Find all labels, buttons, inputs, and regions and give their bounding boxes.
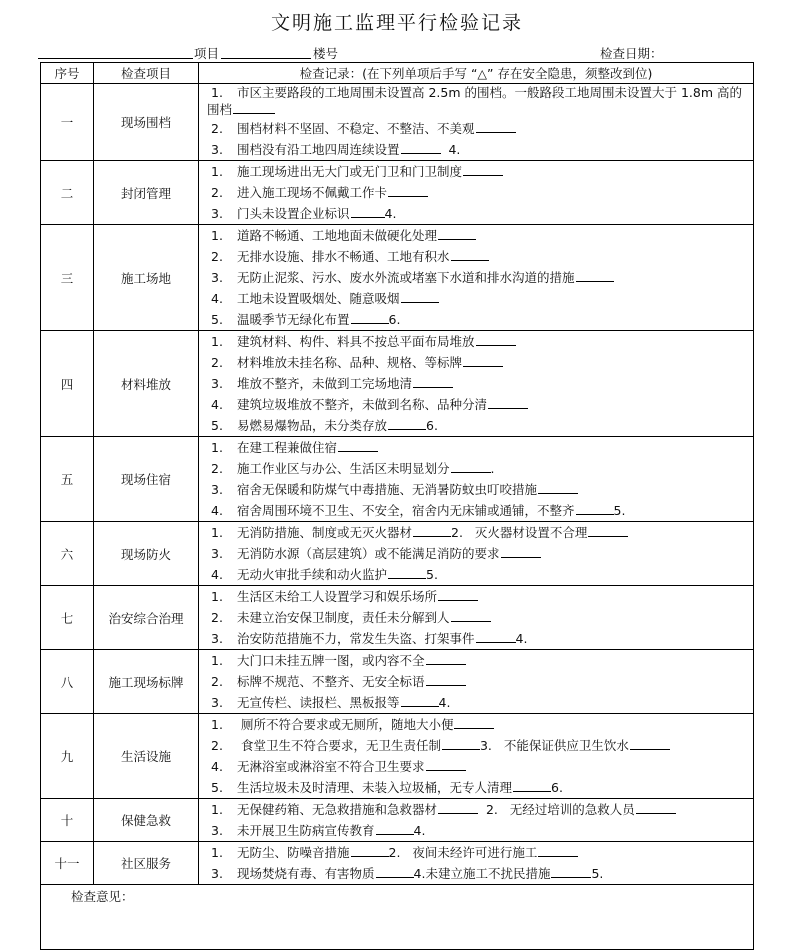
mark-blank[interactable] xyxy=(233,101,275,114)
checklist-text: 宿舍无保暖和防煤气中毒措施、无消暑防蚊虫叮咬措施 xyxy=(237,482,538,497)
checklist-next-item: 2. 无经过培训的急救人员 xyxy=(478,802,635,817)
section-checklist xyxy=(199,714,754,799)
checklist-text: 厕所不符合要求或无厕所，随地大小便 xyxy=(237,717,454,732)
mark-blank[interactable] xyxy=(438,801,478,814)
section-checklist xyxy=(199,331,754,437)
checklist-number: 1. xyxy=(211,653,223,668)
checklist-text: 围档材料不坚固、不稳定、不整洁、不美观 xyxy=(237,121,475,136)
checklist-line xyxy=(207,352,753,373)
checklist-number: 1. xyxy=(211,440,223,455)
checklist-text: 材料堆放未挂名称、品种、规格、等标牌 xyxy=(237,355,463,370)
checklist-number: 3. xyxy=(211,695,223,710)
mark-blank[interactable] xyxy=(576,502,614,515)
section-item-name: 保健急救 xyxy=(94,799,199,842)
checklist-text: 生活区未给工人设置学习和娱乐场所 xyxy=(237,589,438,604)
mark-blank[interactable] xyxy=(463,163,503,176)
section-checklist xyxy=(199,522,754,586)
mark-blank[interactable] xyxy=(388,184,428,197)
checklist-number: 3. xyxy=(211,376,223,391)
page-title: 文明施工监理平行检验记录 xyxy=(270,12,523,34)
mark-blank[interactable] xyxy=(388,417,426,430)
checklist-text: 无保健药箱、无急救措施和急救器材 xyxy=(237,802,438,817)
checklist-next-item: 4. xyxy=(384,206,397,221)
column-header-no: 序号 xyxy=(41,63,94,84)
mark-blank[interactable] xyxy=(538,844,578,857)
checklist-text: 易燃易爆物品，未分类存放 xyxy=(237,418,388,433)
section-number: 十一 xyxy=(41,842,94,885)
section-checklist xyxy=(199,842,754,885)
table-header-row xyxy=(41,63,754,84)
section-row xyxy=(41,437,754,522)
mark-blank[interactable] xyxy=(476,333,516,346)
checklist-number: 1. xyxy=(211,717,223,732)
section-item-name: 施工现场标牌 xyxy=(94,650,199,714)
mark-blank[interactable] xyxy=(476,120,516,133)
checklist-number: 4. xyxy=(211,397,223,412)
mark-blank[interactable] xyxy=(413,375,453,388)
mark-blank[interactable] xyxy=(376,865,414,878)
checklist-line xyxy=(207,415,753,436)
checklist-line xyxy=(207,650,753,671)
mark-blank[interactable] xyxy=(426,673,466,686)
checklist-number: 1. xyxy=(211,525,223,540)
section-number: 一 xyxy=(41,84,94,161)
checklist-line xyxy=(207,842,753,863)
checklist-line xyxy=(207,820,753,841)
checklist-line xyxy=(207,267,753,288)
checklist-next-item: 4.未建立施工不扰民措施 xyxy=(413,866,551,881)
checklist-line xyxy=(207,437,753,458)
checklist-line xyxy=(207,288,753,309)
section-number: 三 xyxy=(41,225,94,331)
section-number: 九 xyxy=(41,714,94,799)
checklist-number: 1. xyxy=(211,589,223,604)
checklist-number: 2. xyxy=(211,610,223,625)
checklist-line xyxy=(207,735,753,756)
column-header-item: 检查项目 xyxy=(94,63,199,84)
checklist-number: 2. xyxy=(211,121,223,136)
checklist-line xyxy=(207,607,753,628)
checklist-next-item: 2. 夜间未经许可进行施工 xyxy=(388,845,538,860)
checklist-text: 施工作业区与办公、生活区未明显划分 xyxy=(237,461,450,476)
checklist-text: 进入施工现场不佩戴工作卡 xyxy=(237,185,388,200)
checklist-line xyxy=(207,161,753,182)
checklist-line xyxy=(207,522,753,543)
checklist-next-item: 5. xyxy=(426,567,438,582)
checklist-text: 建筑材料、构件、料具不按总平面布局堆放 xyxy=(237,334,475,349)
checklist-text: 无消防措施、制度或无灭火器材 xyxy=(237,525,413,540)
checklist-line xyxy=(207,394,753,415)
section-checklist xyxy=(199,84,754,161)
mark-blank[interactable] xyxy=(413,524,451,537)
checklist-number: 2. xyxy=(211,185,223,200)
section-item-name: 社区服务 xyxy=(94,842,199,885)
checklist-line xyxy=(207,479,753,500)
mark-blank[interactable] xyxy=(630,737,670,750)
checklist-number: 5. xyxy=(211,418,223,433)
checklist-number: 2. xyxy=(211,461,223,476)
inspection-date-label: 检查日期： xyxy=(600,46,663,61)
checklist-number: 2. xyxy=(211,355,223,370)
checklist-number: 1. xyxy=(211,845,223,860)
mark-blank[interactable] xyxy=(454,716,494,729)
section-checklist xyxy=(199,799,754,842)
column-header-content: 检查记录：(在下列单项后手写 “△” 存在安全隐患，须整改到位) xyxy=(199,63,754,84)
opinion-row xyxy=(41,885,754,950)
mark-blank[interactable] xyxy=(401,290,439,303)
checklist-text: 标牌不规范、不整齐、无安全标语 xyxy=(237,674,425,689)
section-row xyxy=(41,714,754,799)
section-row xyxy=(41,84,754,161)
mark-blank[interactable] xyxy=(451,609,491,622)
checklist-text: 无动火审批手续和动火监护 xyxy=(237,567,388,582)
section-checklist xyxy=(199,225,754,331)
checklist-line xyxy=(207,863,753,884)
checklist-number: 2. xyxy=(211,674,223,689)
project-name-underline xyxy=(38,58,193,59)
checklist-text: 建筑垃圾堆放不整齐，未做到名称、品种分清 xyxy=(237,397,488,412)
checklist-text: 生活垃圾未及时清理、未装入垃圾桶，无专人清理 xyxy=(237,780,513,795)
checklist-text: 无防尘、防噪音措施 xyxy=(237,845,350,860)
opinion-label: 检查意见： xyxy=(71,889,134,904)
checklist-number: 3. xyxy=(211,631,223,646)
section-number: 五 xyxy=(41,437,94,522)
checklist-number: 5. xyxy=(211,312,223,327)
mark-blank[interactable] xyxy=(451,248,489,261)
checklist-next-item: 4. xyxy=(413,823,426,838)
checklist-line xyxy=(207,692,753,713)
inspection-table xyxy=(40,62,754,950)
mark-blank[interactable] xyxy=(476,630,516,643)
checklist-text: 现场焚烧有毒、有害物质 xyxy=(237,866,375,881)
checklist-line xyxy=(207,628,753,649)
checklist-number: 3. xyxy=(211,482,223,497)
checklist-line xyxy=(207,118,753,139)
checklist-line xyxy=(207,331,753,352)
checklist-number: 3. xyxy=(211,142,223,157)
checklist-number: 4. xyxy=(211,567,223,582)
mark-blank[interactable] xyxy=(488,396,528,409)
section-number: 四 xyxy=(41,331,94,437)
checklist-text: 食堂卫生不符合要求，无卫生责任制 xyxy=(237,738,441,753)
mark-blank[interactable] xyxy=(376,822,414,835)
section-row xyxy=(41,650,754,714)
checklist-number: 3. xyxy=(211,270,223,285)
checklist-line xyxy=(207,225,753,246)
checklist-text: 道路不畅通、工地地面未做硬化处理 xyxy=(237,228,438,243)
checklist-line xyxy=(207,671,753,692)
checklist-text: 未开展卫生防病宣传教育 xyxy=(237,823,375,838)
checklist-number: 4. xyxy=(211,503,223,518)
checklist-next-item: 4. xyxy=(438,695,451,710)
checklist-number: 4. xyxy=(211,759,223,774)
checklist-line xyxy=(207,139,753,160)
mark-blank[interactable] xyxy=(401,694,439,707)
section-row xyxy=(41,161,754,225)
checklist-number: 5. xyxy=(211,780,223,795)
checklist-text: 市区主要路段的工地周围未设置高 2.5m 的围档。一般路段工地周围未设置大于 1.8m 高的围档 xyxy=(207,85,743,117)
section-checklist xyxy=(199,437,754,522)
checklist-line xyxy=(207,309,753,330)
checklist-number: 1. xyxy=(211,85,223,100)
section-row xyxy=(41,842,754,885)
checklist-text: 未建立治安保卫制度，责任未分解到人 xyxy=(237,610,450,625)
checklist-number: 2. xyxy=(211,249,223,264)
checklist-text: 无宣传栏、读报栏、黑板报等 xyxy=(237,695,400,710)
mark-blank[interactable] xyxy=(636,801,676,814)
checklist-text: 无排水设施、排水不畅通、工地有积水 xyxy=(237,249,450,264)
checklist-number: 1. xyxy=(211,802,223,817)
checklist-line xyxy=(207,799,753,820)
mark-blank[interactable] xyxy=(388,566,426,579)
checklist-next-item: . xyxy=(490,461,495,476)
checklist-line xyxy=(207,458,753,479)
mark-blank[interactable] xyxy=(451,460,491,473)
checklist-number: 3. xyxy=(211,206,223,221)
checklist-next-item: 5. xyxy=(613,503,626,518)
section-row xyxy=(41,799,754,842)
mark-blank[interactable] xyxy=(442,737,480,750)
checklist-line xyxy=(207,203,753,224)
building-label: 楼号 xyxy=(313,46,339,61)
checklist-line xyxy=(207,564,753,585)
section-number: 十 xyxy=(41,799,94,842)
project-label: 项目 xyxy=(194,46,220,61)
mark-blank[interactable] xyxy=(351,844,389,857)
checklist-next-item: 6. xyxy=(551,780,563,795)
mark-blank[interactable] xyxy=(538,481,578,494)
checklist-text: 施工现场进出无大门或无门卫和门卫制度 xyxy=(237,164,463,179)
mark-blank[interactable] xyxy=(513,779,551,792)
section-row xyxy=(41,225,754,331)
checklist-line xyxy=(207,714,753,735)
mark-blank[interactable] xyxy=(438,227,476,240)
checklist-text: 温暖季节无绿化布置 xyxy=(237,312,350,327)
checklist-text: 宿舍周围环境不卫生、不安全，宿舍内无床铺或通铺，不整齐 xyxy=(237,503,575,518)
mark-blank[interactable] xyxy=(501,545,541,558)
checklist-next-item: 5. xyxy=(591,866,604,881)
checklist-next-item: 6. xyxy=(426,418,438,433)
building-underline xyxy=(221,58,311,59)
checklist-text: 围档没有沿工地四周连续设置 xyxy=(237,142,400,157)
section-row xyxy=(41,522,754,586)
checklist-text: 无消防水源（高层建筑）或不能满足消防的要求 xyxy=(237,546,500,561)
opinion-cell[interactable] xyxy=(41,885,754,950)
section-checklist xyxy=(199,650,754,714)
checklist-line xyxy=(207,777,753,798)
checklist-text: 治安防范措施不力，常发生失盗、打架事件 xyxy=(237,631,475,646)
checklist-text: 大门口未挂五牌一图，或内容不全 xyxy=(237,653,425,668)
mark-blank[interactable] xyxy=(576,269,614,282)
mark-blank[interactable] xyxy=(426,652,466,665)
section-item-name: 封闭管理 xyxy=(94,161,199,225)
checklist-line xyxy=(207,756,753,777)
section-item-name: 施工场地 xyxy=(94,225,199,331)
checklist-number: 3. xyxy=(211,546,223,561)
section-number: 七 xyxy=(41,586,94,650)
mark-blank[interactable] xyxy=(338,439,378,452)
checklist-number: 4. xyxy=(211,291,223,306)
mark-blank[interactable] xyxy=(588,524,628,537)
section-item-name: 生活设施 xyxy=(94,714,199,799)
section-number: 八 xyxy=(41,650,94,714)
section-item-name: 现场围档 xyxy=(94,84,199,161)
section-checklist xyxy=(199,586,754,650)
checklist-number: 1. xyxy=(211,228,223,243)
section-checklist xyxy=(199,161,754,225)
section-number: 二 xyxy=(41,161,94,225)
checklist-line xyxy=(207,182,753,203)
checklist-next-item: 4. xyxy=(515,631,528,646)
checklist-text: 工地未设置吸烟处、随意吸烟 xyxy=(237,291,400,306)
checklist-line xyxy=(207,586,753,607)
mark-blank[interactable] xyxy=(438,588,478,601)
checklist-number: 3. xyxy=(211,823,223,838)
checklist-number: 1. xyxy=(211,164,223,179)
checklist-line xyxy=(207,246,753,267)
section-number: 六 xyxy=(41,522,94,586)
checklist-text: 在建工程兼做住宿 xyxy=(237,440,338,455)
mark-blank[interactable] xyxy=(426,758,466,771)
checklist-next-item: 3. 不能保证供应卫生饮水 xyxy=(479,738,629,753)
checklist-next-item: 2. 灭火器材设置不合理 xyxy=(451,525,588,540)
mark-blank[interactable] xyxy=(551,865,591,878)
checklist-line xyxy=(207,543,753,564)
checklist-number: 3. xyxy=(211,866,223,881)
checklist-next-item: 4. xyxy=(440,142,461,157)
checklist-next-item: 6. xyxy=(388,312,401,327)
section-row xyxy=(41,331,754,437)
checklist-number: 1. xyxy=(211,334,223,349)
mark-blank[interactable] xyxy=(351,311,389,324)
checklist-text: 无防止泥浆、污水、废水外流或堵塞下水道和排水沟道的措施 xyxy=(237,270,575,285)
section-row xyxy=(41,586,754,650)
checklist-line xyxy=(207,500,753,521)
mark-blank[interactable] xyxy=(401,141,441,154)
checklist-line xyxy=(207,373,753,394)
checklist-text: 堆放不整齐，未做到工完场地清 xyxy=(237,376,413,391)
mark-blank[interactable] xyxy=(351,205,385,218)
section-item-name: 治安综合治理 xyxy=(94,586,199,650)
mark-blank[interactable] xyxy=(463,354,503,367)
checklist-number: 2. xyxy=(211,738,223,753)
section-item-name: 材料堆放 xyxy=(94,331,199,437)
checklist-line xyxy=(207,84,753,118)
checklist-text: 门头未设置企业标识 xyxy=(237,206,350,221)
section-item-name: 现场防火 xyxy=(94,522,199,586)
checklist-text: 无淋浴室或淋浴室不符合卫生要求 xyxy=(237,759,425,774)
section-item-name: 现场住宿 xyxy=(94,437,199,522)
